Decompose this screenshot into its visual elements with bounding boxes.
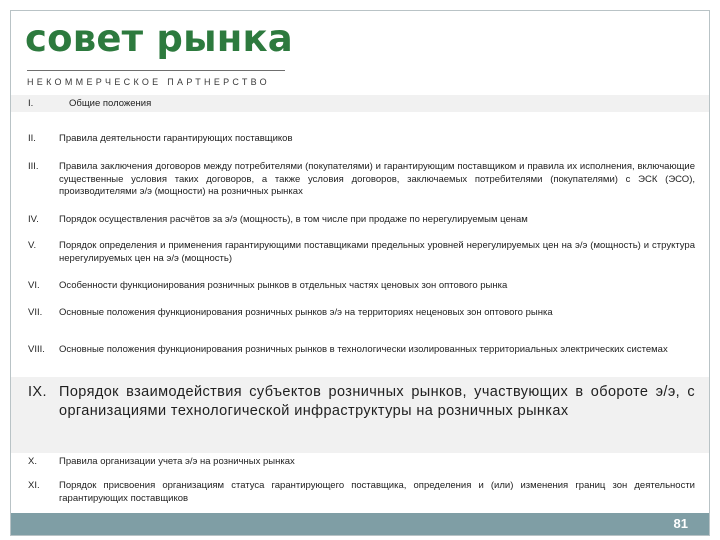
item-number: IX. xyxy=(28,384,47,400)
logo-text: совет рынка xyxy=(25,17,293,60)
item-text: Общие положения xyxy=(69,98,152,109)
item-number: XI. xyxy=(28,480,40,491)
logo xyxy=(25,17,293,87)
slide xyxy=(10,10,710,536)
item-text: Правила деятельности гарантирующих поставщиков xyxy=(59,133,293,144)
item-text: Особенности функционирования розничных рынков в отдельных частях ценовых зон оптового рынка xyxy=(59,280,508,291)
logo-subtitle: НЕКОММЕРЧЕСКОЕ ПАРТНЕРСТВО xyxy=(27,77,270,87)
item-number: X. xyxy=(28,456,37,467)
item-text: Порядок присвоения организациям статуса гарантирующего поставщика, определения и (или) изменения границ зон деятельности гарантирующих поставщиков xyxy=(59,480,695,504)
list-item xyxy=(28,240,695,265)
item-number: V. xyxy=(28,240,37,251)
list-item xyxy=(28,133,695,146)
item-number: II. xyxy=(28,133,36,144)
list-item xyxy=(28,98,695,111)
list-item xyxy=(28,307,695,320)
list-item xyxy=(28,280,695,293)
item-text: Основные положения функционирования розничных рынков в технологически изолированных территориальных электрических системах xyxy=(59,344,668,355)
item-text: Основные положения функционирования розничных рынков э/э на территориях неценовых зон оптового рынка xyxy=(59,307,553,318)
list-item xyxy=(28,480,695,505)
item-number: III. xyxy=(28,161,39,172)
list-item xyxy=(28,344,695,357)
item-text: Правила организации учета э/э на розничных рынках xyxy=(59,456,295,467)
item-number: VI. xyxy=(28,280,40,291)
item-text: Порядок взаимодействия субъектов розничных рынков, участвующих в обороте э/э, с организациями технологической инфраструктуры на розничных рынках xyxy=(59,384,695,419)
list-item xyxy=(28,161,695,199)
item-number: VII. xyxy=(28,307,43,318)
item-number: I. xyxy=(28,98,34,109)
item-text: Порядок определения и применения гарантирующими поставщиками предельных уровней нерегулируемых цен на э/э (мощность) и структура нерегулируемых цен на э/э (мощность) xyxy=(59,240,695,264)
item-text: Порядок осуществления расчётов за э/э (мощность), в том числе при продаже по нерегулируемым ценам xyxy=(59,214,528,225)
logo-divider xyxy=(27,70,285,71)
item-text: Правила заключения договоров между потребителями (покупателями) и гарантирующим поставщиком и правила их исполнения, включающие существенные условия таких договоров, а также условия договоров, заключаемых потребителями (покупателями) с ЭСК (ЭСО), производителями э/э (мощности) на розничных рынках xyxy=(59,161,695,197)
page-number: 81 xyxy=(673,516,688,531)
list-item-highlighted xyxy=(28,383,695,421)
footer-bar xyxy=(11,513,709,535)
list-item xyxy=(28,456,695,469)
item-number: VIII. xyxy=(28,344,45,355)
list-item xyxy=(28,214,695,227)
item-number: IV. xyxy=(28,214,39,225)
